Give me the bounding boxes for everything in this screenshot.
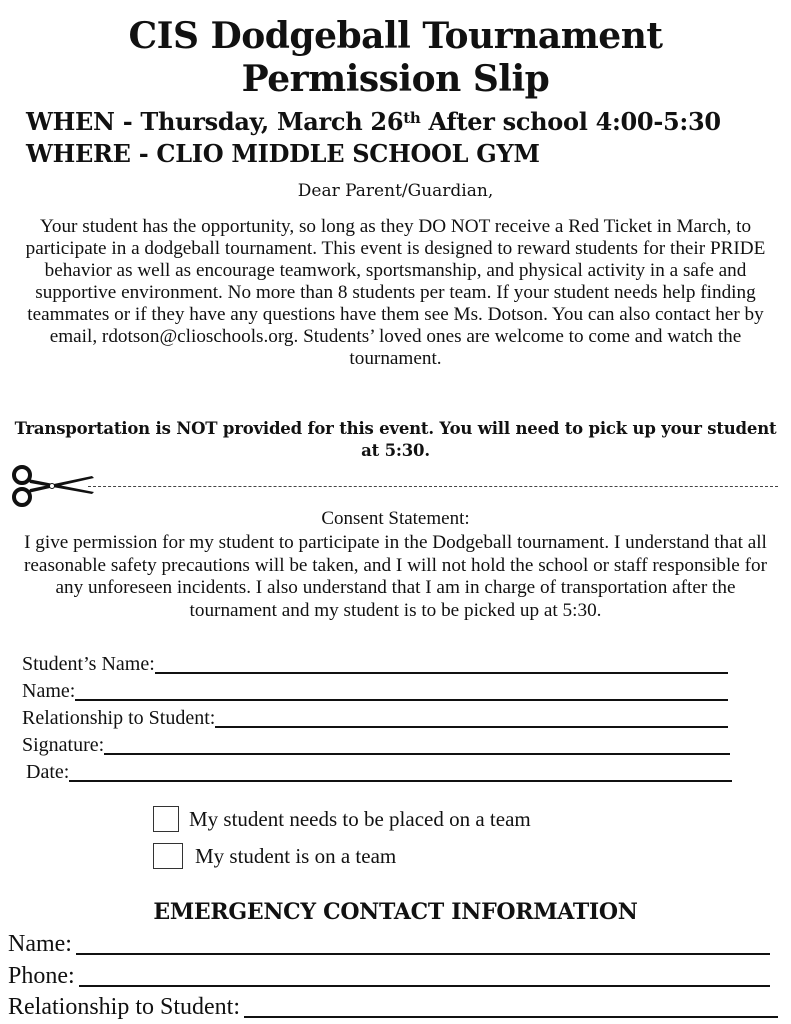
emergency-relationship-line[interactable] <box>244 994 778 1018</box>
consent-text: I give permission for my student to participate in the Dodgeball tournament. I understand that all reasonable safety precautions will be taken, and I will not hold the school or staff responsible for any unforeseen incidents. I also understand that I am in charge of transportation after the tournament and my student is to be picked up at 5:30. <box>24 532 767 621</box>
letter-body: Your student has the opportunity, so long as they DO NOT receive a Red Ticket in March, to participate in a dodgeball tournament. This event is designed to reward students for their PRIDE behavior as well as encourage teamwork, sportsmanship, and physical activity in a safe and supportive environment. No more than 8 students per team. If your student needs help finding teammates or if they have any questions have them see Ms. Dotson. You can also contact her by email, rdotson@clioschools.org. Students’ loved ones are welcome to come and watch the tournament. <box>25 216 766 369</box>
cut-line <box>88 486 778 487</box>
student-name-line[interactable] <box>155 652 728 674</box>
emergency-name-label: Name: <box>8 931 72 957</box>
emergency-relationship-label: Relationship to Student: <box>8 994 240 1020</box>
page-subtitle: Permission Slip <box>241 58 550 100</box>
needs-team-label: My student needs to be placed on a team <box>189 807 531 831</box>
student-name-label: Student’s Name: <box>22 653 155 675</box>
emergency-phone-line[interactable] <box>79 963 770 987</box>
when-suffix: After school 4:00-5:30 <box>420 107 721 136</box>
on-team-option[interactable] <box>153 843 396 869</box>
when-prefix: WHEN - Thursday, March 26 <box>26 107 404 136</box>
student-name-field <box>22 652 728 676</box>
name-label: Name: <box>22 680 76 702</box>
needs-team-checkbox[interactable] <box>153 806 179 832</box>
emergency-name-line[interactable] <box>76 931 770 955</box>
transport-notice: Transportation is NOT provided for this event. You will need to pick up your student at 5:30. <box>14 419 777 460</box>
scissors-icon <box>8 462 96 510</box>
name-field <box>22 679 728 703</box>
letter-greeting: Dear Parent/Guardian, <box>297 181 494 201</box>
event-when <box>26 108 721 136</box>
needs-team-option[interactable] <box>153 806 531 832</box>
emergency-relationship-field <box>8 993 778 1021</box>
emergency-phone-field <box>8 962 770 990</box>
date-line[interactable] <box>69 760 732 782</box>
relationship-label: Relationship to Student: <box>22 707 216 729</box>
page-title: CIS Dodgeball Tournament <box>128 15 663 57</box>
signature-line[interactable] <box>104 733 730 755</box>
relationship-line[interactable] <box>215 706 728 728</box>
emergency-heading: EMERGENCY CONTACT INFORMATION <box>153 899 638 925</box>
signature-field <box>22 733 730 757</box>
date-field <box>26 760 732 784</box>
on-team-label: My student is on a team <box>195 844 397 868</box>
consent-heading: Consent Statement: <box>321 508 470 529</box>
relationship-field <box>22 706 728 730</box>
name-line[interactable] <box>75 679 728 701</box>
date-label: Date: <box>26 761 70 783</box>
emergency-phone-label: Phone: <box>8 963 75 989</box>
emergency-name-field <box>8 930 770 958</box>
signature-label: Signature: <box>22 734 105 756</box>
on-team-checkbox[interactable] <box>153 843 183 869</box>
event-where: WHERE - CLIO MIDDLE SCHOOL GYM <box>26 139 540 168</box>
when-ordinal: th <box>403 109 421 127</box>
